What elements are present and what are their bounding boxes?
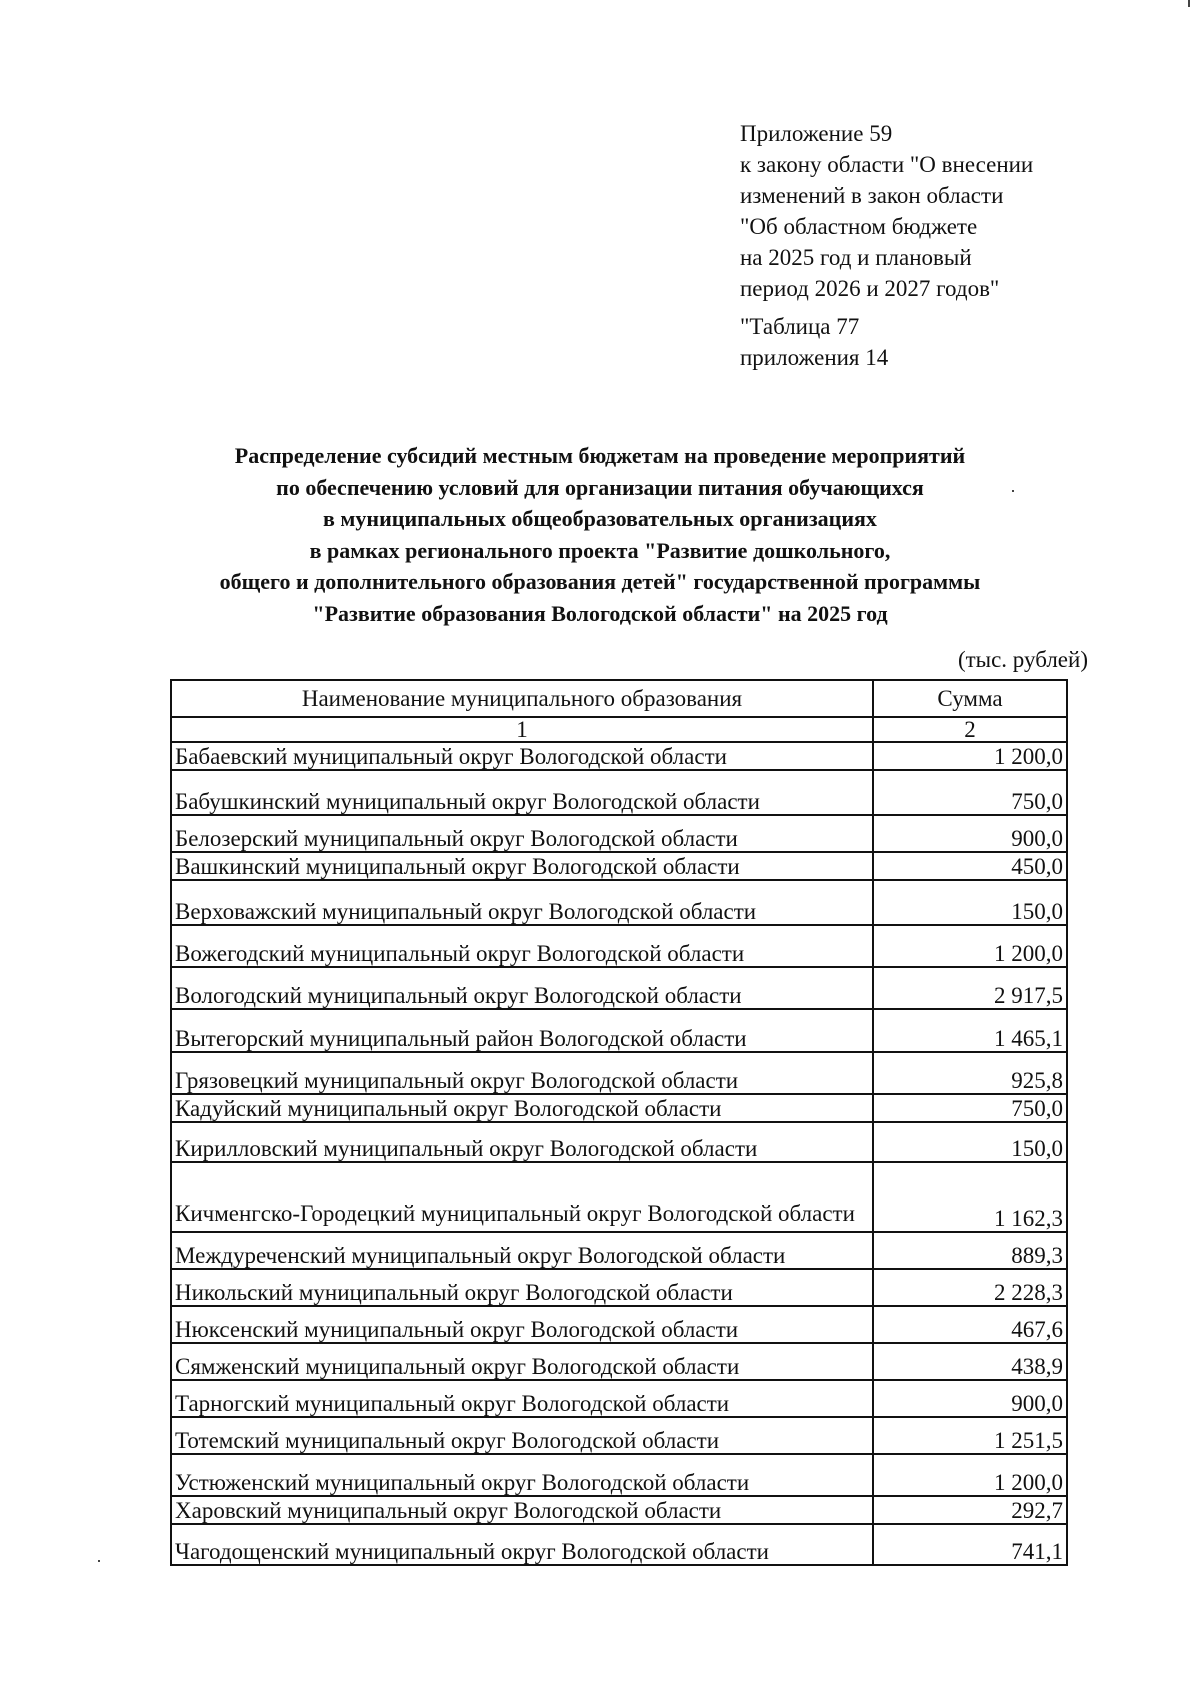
- title-line: "Развитие образования Вологодской области" на 2025 год: [312, 600, 888, 626]
- subsidy-amount: 150,0: [873, 1122, 1067, 1162]
- table-row: [171, 1454, 1067, 1496]
- appendix-header: [740, 118, 1033, 373]
- title-line: в рамках регионального проекта "Развитие дошкольного,: [309, 537, 891, 563]
- subsidy-amount: 450,0: [873, 852, 1067, 880]
- table-row: [171, 1496, 1067, 1524]
- subsidy-amount: 741,1: [873, 1524, 1067, 1565]
- title-line: Распределение субсидий местным бюджетам на проведение мероприятий: [234, 443, 966, 468]
- table-row: [171, 1417, 1067, 1454]
- table-row: [171, 1094, 1067, 1122]
- municipality-name: Чагодощенский муниципальный округ Вологодской области: [171, 1524, 873, 1565]
- municipality-name: Вытегорский муниципальный район Вологодской области: [171, 1009, 873, 1052]
- column-header-name: Наименование муниципального образования: [171, 680, 873, 717]
- table-row: [171, 742, 1067, 770]
- column-number: 2: [873, 717, 1067, 742]
- table-row: [171, 852, 1067, 880]
- table-row: [171, 1052, 1067, 1094]
- municipality-name: Вожегодский муниципальный округ Вологодской области: [171, 925, 873, 967]
- subsidy-amount: 750,0: [873, 1094, 1067, 1122]
- scan-speck: [98, 1560, 100, 1562]
- column-number-row: [171, 717, 1067, 742]
- subsidy-amount: 750,0: [873, 770, 1067, 815]
- units-label: (тыс. рублей): [957, 647, 1088, 672]
- municipality-name: Сямженский муниципальный округ Вологодской области: [171, 1343, 873, 1380]
- municipality-name: Устюженский муниципальный округ Вологодской области: [171, 1454, 873, 1496]
- subsidy-amount: 900,0: [873, 815, 1067, 852]
- table-row: [171, 1162, 1067, 1232]
- municipality-name: Кадуйский муниципальный округ Вологодской области: [171, 1094, 873, 1122]
- appendix-gap: [740, 304, 1033, 311]
- subsidy-amount: 889,3: [873, 1232, 1067, 1269]
- subsidy-amount: 1 200,0: [873, 742, 1067, 770]
- appendix-line: изменений в закон области: [740, 183, 1004, 208]
- table-row: [171, 1306, 1067, 1343]
- scan-speck: [1012, 490, 1014, 492]
- table-row: [171, 967, 1067, 1009]
- municipality-name: Бабаевский муниципальный округ Вологодской области: [171, 742, 873, 770]
- subsidy-amount: 2 917,5: [873, 967, 1067, 1009]
- subsidy-amount: 438,9: [873, 1343, 1067, 1380]
- table-row: [171, 770, 1067, 815]
- subsidy-amount: 2 228,3: [873, 1269, 1067, 1306]
- table-reference-line: приложения 14: [740, 345, 889, 370]
- municipality-name: Кирилловский муниципальный округ Вологодской области: [171, 1122, 873, 1162]
- column-header-sum: Сумма: [873, 680, 1067, 717]
- table-row: [171, 1343, 1067, 1380]
- appendix-line: Приложение 59: [740, 121, 893, 146]
- subsidy-amount: 467,6: [873, 1306, 1067, 1343]
- appendix-line: период 2026 и 2027 годов": [740, 276, 1000, 301]
- municipality-name: Никольский муниципальный округ Вологодской области: [171, 1269, 873, 1306]
- title-line: общего и дополнительного образования детей" государственной программы: [219, 569, 981, 594]
- column-number: 1: [171, 717, 873, 742]
- table-row: [171, 1009, 1067, 1052]
- municipality-name: Вологодский муниципальный округ Вологодской области: [171, 967, 873, 1009]
- table-row: [171, 1232, 1067, 1269]
- municipality-name: Верховажский муниципальный округ Вологодской области: [171, 880, 873, 925]
- subsidy-amount: 1 465,1: [873, 1009, 1067, 1052]
- subsidy-amount: 1 251,5: [873, 1417, 1067, 1454]
- municipality-name: Тотемский муниципальный округ Вологодской области: [171, 1417, 873, 1454]
- municipality-name: Нюксенский муниципальный округ Вологодской области: [171, 1306, 873, 1343]
- municipality-name: Междуреченский муниципальный округ Вологодской области: [171, 1232, 873, 1269]
- subsidy-amount: 900,0: [873, 1380, 1067, 1417]
- table-row: [171, 1524, 1067, 1565]
- table-row: [171, 815, 1067, 852]
- table-row: [171, 1122, 1067, 1162]
- municipality-name: Белозерский муниципальный округ Вологодской области: [171, 815, 873, 852]
- municipality-name: Грязовецкий муниципальный округ Вологодской области: [171, 1052, 873, 1094]
- document-title: [140, 440, 1060, 629]
- title-line: в муниципальных общеобразовательных организациях: [323, 506, 877, 531]
- table-reference-line: "Таблица 77: [740, 314, 860, 339]
- appendix-line: к закону области "О внесении: [740, 152, 1034, 177]
- scan-speck: [1188, 0, 1190, 7]
- municipality-name: Тарногский муниципальный округ Вологодской области: [171, 1380, 873, 1417]
- appendix-line: на 2025 год и плановый: [740, 245, 972, 270]
- subsidy-amount: 292,7: [873, 1496, 1067, 1524]
- subsidy-amount: 1 200,0: [873, 1454, 1067, 1496]
- table-header-row: [171, 680, 1067, 717]
- table-row: [171, 925, 1067, 967]
- municipality-name: Бабушкинский муниципальный округ Вологодской области: [171, 770, 873, 815]
- table-row: [171, 1380, 1067, 1417]
- municipality-name: Харовский муниципальный округ Вологодской области: [171, 1496, 873, 1524]
- appendix-line: "Об областном бюджете: [740, 214, 978, 239]
- table-row: [171, 880, 1067, 925]
- subsidy-amount: 1 200,0: [873, 925, 1067, 967]
- subsidy-amount: 150,0: [873, 880, 1067, 925]
- municipality-name: Вашкинский муниципальный округ Вологодской области: [171, 852, 873, 880]
- title-line: по обеспечению условий для организации питания обучающихся: [276, 474, 924, 500]
- subsidy-amount: 1 162,3: [873, 1162, 1067, 1232]
- subsidy-amount: 925,8: [873, 1052, 1067, 1094]
- municipality-name: Кичменгско-Городецкий муниципальный округ Вологодской области: [171, 1162, 873, 1232]
- distribution-table: [170, 679, 1068, 1566]
- table-row: [171, 1269, 1067, 1306]
